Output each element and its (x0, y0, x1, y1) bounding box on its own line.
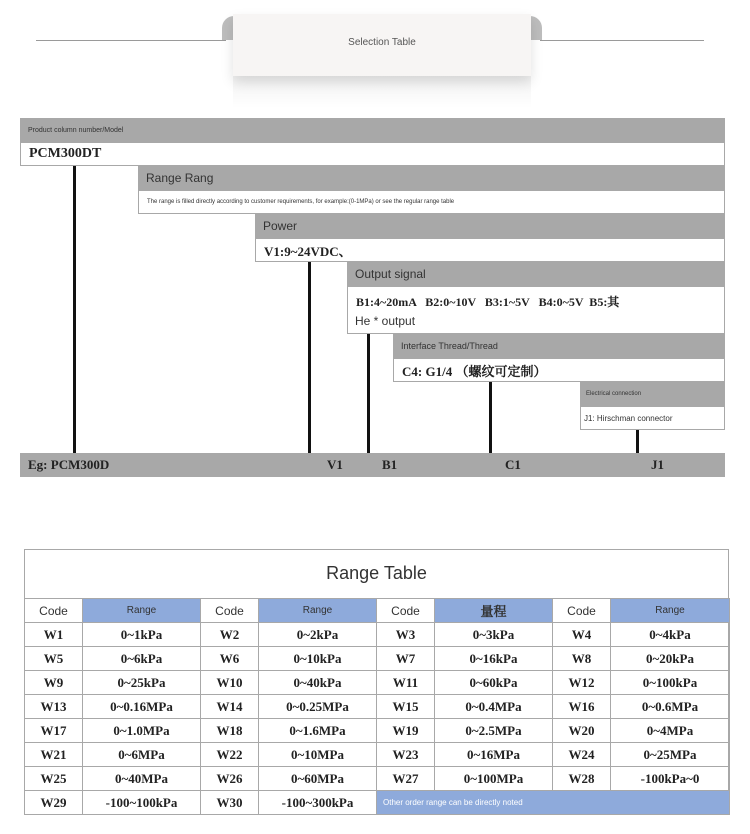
header-code: Code (553, 599, 611, 623)
connector-thread (489, 382, 492, 453)
range-cell: 0~0.6MPa (611, 695, 730, 719)
range-cell: 0~16MPa (435, 743, 553, 767)
table-row (25, 695, 730, 719)
code-cell: W18 (201, 719, 259, 743)
code-cell: W13 (25, 695, 83, 719)
connector-electrical (636, 430, 639, 453)
table-row (25, 623, 730, 647)
range-cell: 0~10MPa (259, 743, 377, 767)
header-code: Code (377, 599, 435, 623)
range-cell: 0~1.0MPa (83, 719, 201, 743)
code-cell: W26 (201, 767, 259, 791)
header-code: Code (25, 599, 83, 623)
code-cell: W6 (201, 647, 259, 671)
code-cell: W23 (377, 743, 435, 767)
code-cell: W9 (25, 671, 83, 695)
example-c: C1 (505, 457, 521, 472)
header-card (233, 14, 531, 76)
connector-model (73, 166, 76, 453)
range-cell: -100~300kPa (259, 791, 377, 815)
code-cell: W2 (201, 623, 259, 647)
electrical-label: Electrical connection (580, 382, 725, 406)
range-cell: 0~1kPa (83, 623, 201, 647)
range-label: Range Rang (138, 166, 725, 190)
example-bar (20, 453, 725, 477)
header-range: Range (259, 599, 377, 623)
code-cell: W21 (25, 743, 83, 767)
example-b: B1 (382, 457, 398, 472)
range-cell: 0~100MPa (435, 767, 553, 791)
header-rule-right (540, 40, 704, 41)
code-cell: W14 (201, 695, 259, 719)
header-range: Range (83, 599, 201, 623)
model-label: Product column number/Model (20, 118, 725, 142)
range-cell: 0~2kPa (259, 623, 377, 647)
range-cell: -100kPa~0 (611, 767, 730, 791)
range-cell: 0~16kPa (435, 647, 553, 671)
code-cell: W1 (25, 623, 83, 647)
output-values: B1:4~20mA B2:0~10V B3:1~5V B4:0~5V B5:其 (347, 286, 725, 334)
range-cell: 0~40kPa (259, 671, 377, 695)
header-code: Code (201, 599, 259, 623)
code-cell: W8 (553, 647, 611, 671)
range-table-title: Range Table (326, 563, 427, 583)
code-cell: W19 (377, 719, 435, 743)
table-row (25, 767, 730, 791)
page-title: Selection Table (348, 37, 416, 48)
code-cell: W11 (377, 671, 435, 695)
code-cell: W4 (553, 623, 611, 647)
code-cell: W24 (553, 743, 611, 767)
model-value: PCM300DT (20, 142, 725, 166)
code-cell: W20 (553, 719, 611, 743)
power-value: V1:9~24VDC、 (255, 238, 725, 262)
example-v: V1 (327, 457, 343, 472)
range-cell: 0~25kPa (83, 671, 201, 695)
range-cell: 0~0.25MPa (259, 695, 377, 719)
range-cell: 0~0.4MPa (435, 695, 553, 719)
table-row (25, 719, 730, 743)
range-cell: 0~20kPa (611, 647, 730, 671)
range-cell: 0~60MPa (259, 767, 377, 791)
table-row (25, 743, 730, 767)
range-cell: 0~4MPa (611, 719, 730, 743)
range-cell: 0~60kPa (435, 671, 553, 695)
range-cell: 0~6kPa (83, 647, 201, 671)
range-note: Other order range can be directly noted (377, 791, 730, 815)
range-cell: 0~2.5MPa (435, 719, 553, 743)
header-range: Range (611, 599, 730, 623)
range-cell: 0~25MPa (611, 743, 730, 767)
header-shadow (233, 76, 531, 108)
code-cell: W25 (25, 767, 83, 791)
range-cell: 0~3kPa (435, 623, 553, 647)
thread-value: C4: G1/4 （螺纹可定制） (393, 358, 725, 382)
table-row (25, 647, 730, 671)
range-cell: -100~100kPa (83, 791, 201, 815)
range-cell: 0~4kPa (611, 623, 730, 647)
range-table (24, 598, 730, 815)
code-cell: W29 (25, 791, 83, 815)
range-cell: 0~0.16MPa (83, 695, 201, 719)
header-range: 量程 (435, 599, 553, 623)
code-cell: W17 (25, 719, 83, 743)
example-prefix: Eg: PCM300D (28, 457, 110, 472)
code-cell: W27 (377, 767, 435, 791)
header-rule-left (36, 40, 226, 41)
code-cell: W15 (377, 695, 435, 719)
connector-power (308, 262, 311, 453)
code-cell: W28 (553, 767, 611, 791)
table-row (25, 671, 730, 695)
range-cell: 0~1.6MPa (259, 719, 377, 743)
code-cell: W5 (25, 647, 83, 671)
code-cell: W12 (553, 671, 611, 695)
range-cell: 0~10kPa (259, 647, 377, 671)
code-cell: W7 (377, 647, 435, 671)
range-table-header-row (25, 599, 730, 623)
output-label: Output signal (347, 262, 725, 286)
range-cell: 0~6MPa (83, 743, 201, 767)
example-j: J1 (651, 457, 664, 472)
range-description: The range is filled directly according to customer requirements, for example:(0-1MPa) or see the regular range table (138, 190, 725, 214)
code-cell: W30 (201, 791, 259, 815)
thread-label: Interface Thread/Thread (393, 334, 725, 358)
range-cell: 0~40MPa (83, 767, 201, 791)
table-row (25, 791, 730, 815)
code-cell: W22 (201, 743, 259, 767)
electrical-value: J1: Hirschman connector (580, 406, 725, 430)
range-cell: 0~100kPa (611, 671, 730, 695)
code-cell: W16 (553, 695, 611, 719)
power-label: Power (255, 214, 725, 238)
output-extra: He * output (355, 314, 416, 328)
code-cell: W10 (201, 671, 259, 695)
connector-output (367, 334, 370, 453)
code-cell: W3 (377, 623, 435, 647)
